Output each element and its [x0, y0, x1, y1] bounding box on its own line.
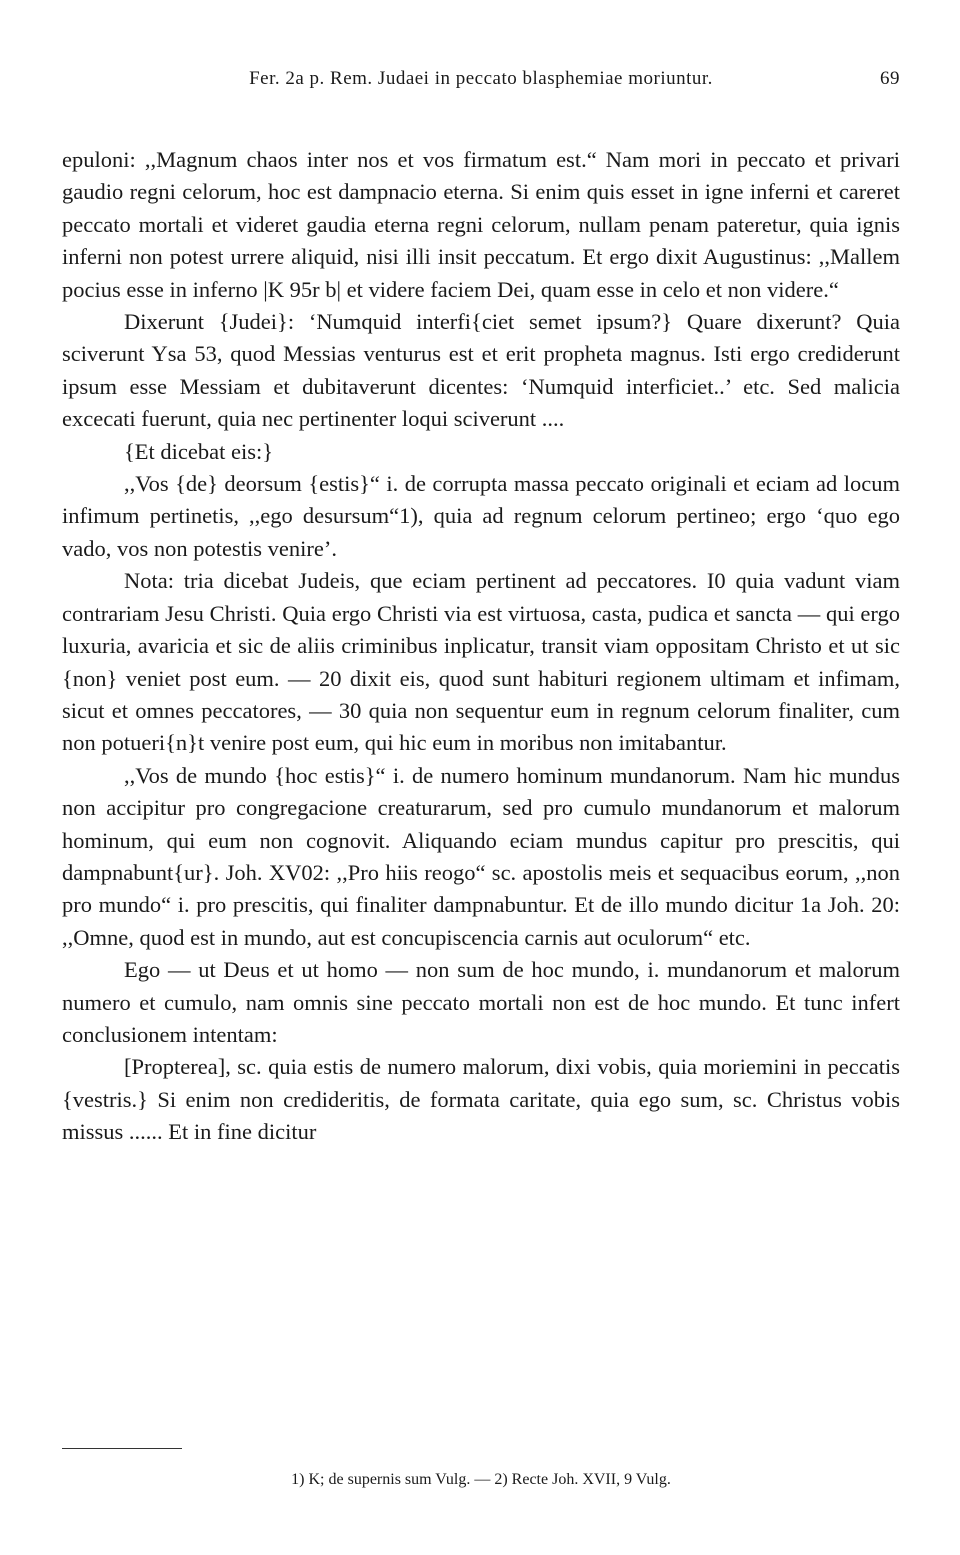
body-text: [62, 144, 900, 1149]
paragraph: ,,Vos {de} deorsum {estis}“ i. de corrupta massa peccato originali et eciam ad locum infimum pertinetis, ,,ego desursum“1), quia ad regnum celorum pertineo; ergo ‘quo ego vado, vos non potestis venire’.: [62, 471, 900, 561]
document-page: [62, 68, 900, 1149]
paragraph: [Propterea], sc. quia estis de numero malorum, dixi vobis, quia moriemini in peccatis {vestris.} Si enim non credideritis, de formata caritate, quia ego sum, sc. Christus vobis missus ...... Et in fine dicitur: [62, 1054, 900, 1145]
paragraph: ,,Vos de mundo {hoc estis}“ i. de numero hominum mundanorum. Nam hic mundus non accipitur pro congregacione creaturarum, sed pro cumulo mundanorum et malorum hominum, qui eum non cognovit. Aliquando eciam mundus capitur pro prescitis, qui dampnabunt{ur}. Joh. XV02: ,,Pro hiis reogo“ sc. apostolis meis et sequacibus eorum, ,,non pro mundo“ i. pro prescitis, qui finaliter dampnabuntur. Et de illo mundo dicitur 1a Joh. 20: ,,Omne, quod est in mundo, aut est concupiscencia carnis aut oculorum“ etc.: [62, 762, 900, 950]
paragraph: {Et dicebat eis:}: [124, 438, 274, 464]
footnote-divider: [62, 1448, 182, 1449]
paragraph: epuloni: ,,Magnum chaos inter nos et vos firmatum est.“ Nam mori in peccato et privari gaudio regni celorum, hoc est dampnacio eterna. Si enim quis esset in igne inferni et careret peccato mortali et videret gaudia eterna regni celorum, nullam penam pateretur, quia ignis inferni non potest urrere aliquid, nisi illi insit peccatum. Et ergo dixit Augustinus: ,,Mallem pocius esse in inferno |K 95r b| et videre faciem Dei, quam esse in celo et non videre.“: [62, 147, 900, 302]
running-head-title: Fer. 2a p. Rem. Judaei in peccato blasphemiae moriuntur.: [249, 68, 713, 89]
paragraph: Dixerunt {Judei}: ‘Numquid interfi{ciet semet ipsum?} Quare dixerunt? Quia sciverunt Ysa 53, quod Messias venturus est et erit propheta magnus. Isti ergo crediderunt ipsum esse Messiam et dubitaverunt dicentes: ‘Numquid interficiet..’ etc. Sed malicia excecati fuerunt, quia nec pertinenter loqui sciverunt ....: [62, 309, 900, 432]
running-head: [62, 68, 900, 98]
paragraph: Ego — ut Deus et ut homo — non sum de hoc mundo, i. mundanorum et malorum numero et cumulo, nam omnis sine peccato mortali non est de hoc mundo. Et tunc infert conclusionem intentam:: [62, 957, 900, 1047]
paragraph: Nota: tria dicebat Judeis, que eciam pertinent ad peccatores. I0 quia vadunt viam contrariam Jesu Christi. Quia ergo Christi via est virtuosa, casta, pudica et sancta — qui ergo luxuria, avaricia et sic de aliis criminibus inplicatur, transit viam oppositam Christo et ut sic {non} veniet post eum. — 20 dixit eis, quod sunt habituri regionem ultimam et infimam, sicut et omnes peccatores, — 30 quia non sequentur eum in regnum celorum finaliter, cum non potueri{n}t venire post eum, qui hic eum in moribus non imitabantur.: [62, 568, 900, 756]
footnotes: 1) K; de supernis sum Vulg. — 2) Recte Joh. XVII, 9 Vulg.: [291, 1471, 671, 1488]
page-number: 69: [880, 68, 900, 89]
